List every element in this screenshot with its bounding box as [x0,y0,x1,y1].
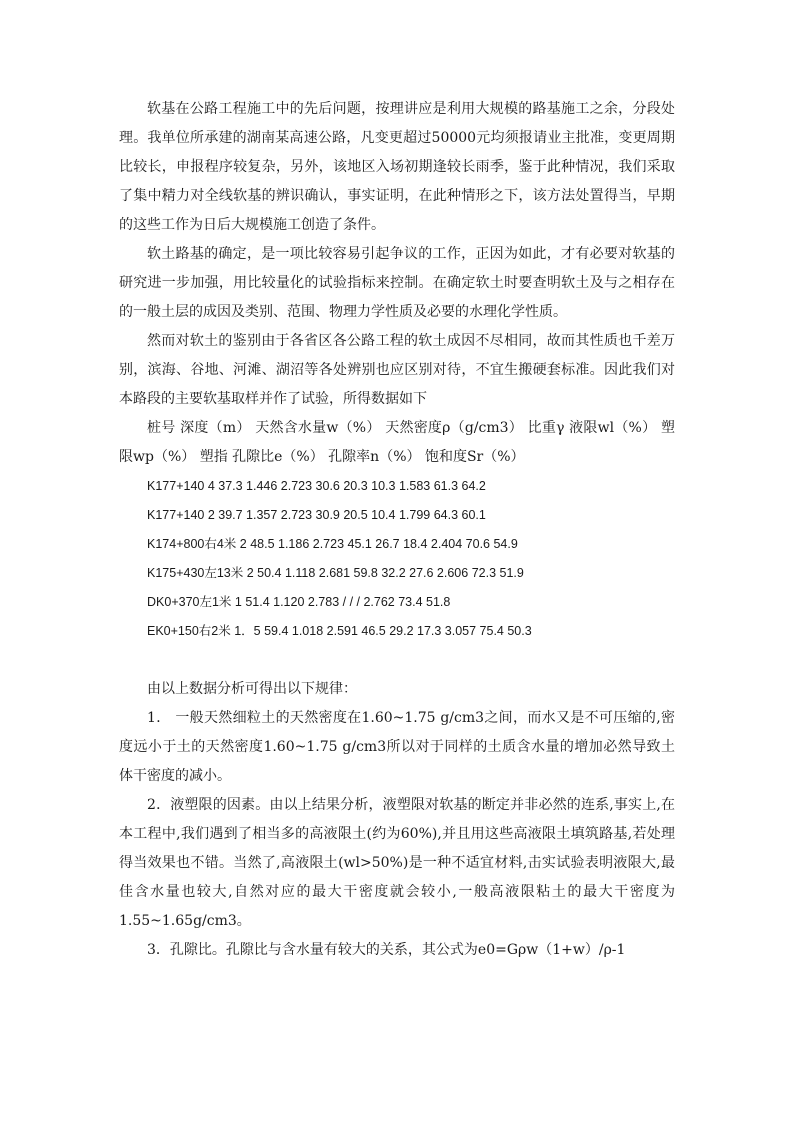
data-row: K177+140 4 37.3 1.446 2.723 30.6 20.3 10.3 1.583 61.3 64.2 [147,479,486,493]
analysis-item-density: 1． 一般天然细粒土的天然密度在1.60~1.75 g/cm3之间，而水又是不可压缩的,密度远小于土的天然密度1.60~1.75 g/cm3所以对于同样的土质含水量的增加必然导致土体干密度的减小。 [119,710,675,784]
paragraph-soft-soil-identification: 然而对软土的鉴别由于各省区各公路工程的软土成因不尽相同，故而其性质也千差万别，滨海、谷地、河滩、湖沼等各处辨别也应区别对待，不宜生搬硬套标准。因此我们对本路段的主要软基取样并作了试验，所得数据如下 [119,333,675,407]
data-row: DK0+370左1米 1 51.4 1.120 2.783 / / / 2.762 73.4 51.8 [147,595,451,609]
spacer [119,646,675,675]
data-row: K177+140 2 39.7 1.357 2.723 30.9 20.5 10.4 1.799 64.3 60.1 [147,508,486,522]
paragraph-soft-soil-determination: 软土路基的确定，是一项比较容易引起争议的工作，正因为如此，才有必要对软基的研究进一步加强，用比较量化的试验指标来控制。在确定软土时要查明软土及与之相存在的一般土层的成因及类别、范围、物理力学性质及必要的水理化学性质。 [119,246,675,320]
analysis-item-void-ratio: 3．孔隙比。孔隙比与含水量有较大的关系，其公式为e0=Gρw（1+w）/ρ-1 [147,942,626,958]
analysis-intro: 由以上数据分析可得出以下规律： [147,681,357,697]
data-row: K175+430左13米 2 50.4 1.118 2.681 59.8 32.2 27.6 2.606 72.3 51.9 [147,566,524,580]
data-row: EK0+150右2米 1．5 59.4 1.018 2.591 46.5 29.2 17.3 3.057 75.4 50.3 [147,624,532,638]
document-page [119,95,675,965]
table-header-text: 桩号 深度（m） 天然含水量w（%） 天然密度ρ（g/cm3） 比重γ 液限wl（%） 塑限wp（%） 塑指 孔隙比e（%） 孔隙率n（%） 饱和度Sr（%） [119,420,675,465]
analysis-item-liquid-plastic-limit: 2．液塑限的因素。由以上结果分析，液塑限对软基的断定并非必然的连系,事实上,在本工程中,我们遇到了相当多的高液限土(约为60%),并且用这些高液限土填筑路基,若处理得当效果也不错。当然了,高液限土(wl>50%)是一种不适宜材料,击实试验表明液限大,最佳含水量也较大,自然对应的最大干密度就会较小,一般高液限粘土的最大干密度为1.55~1.65g/cm3。 [119,797,675,929]
data-row: K174+800右4米 2 48.5 1.186 2.723 45.1 26.7 18.4 2.404 70.6 54.9 [147,537,518,551]
paragraph-soft-foundation-timing: 软基在公路工程施工中的先后问题，按理讲应是利用大规模的路基施工之余，分段处理。我单位所承建的湖南某高速公路，凡变更超过50000元均须报请业主批准，变更周期比较长，申报程序较复杂，另外，该地区入场初期逢较长雨季，鉴于此种情况，我们采取了集中精力对全线软基的辨识确认，事实证明，在此种情形之下，该方法处置得当，早期的这些工作为日后大规模施工创造了条件。 [119,101,675,233]
